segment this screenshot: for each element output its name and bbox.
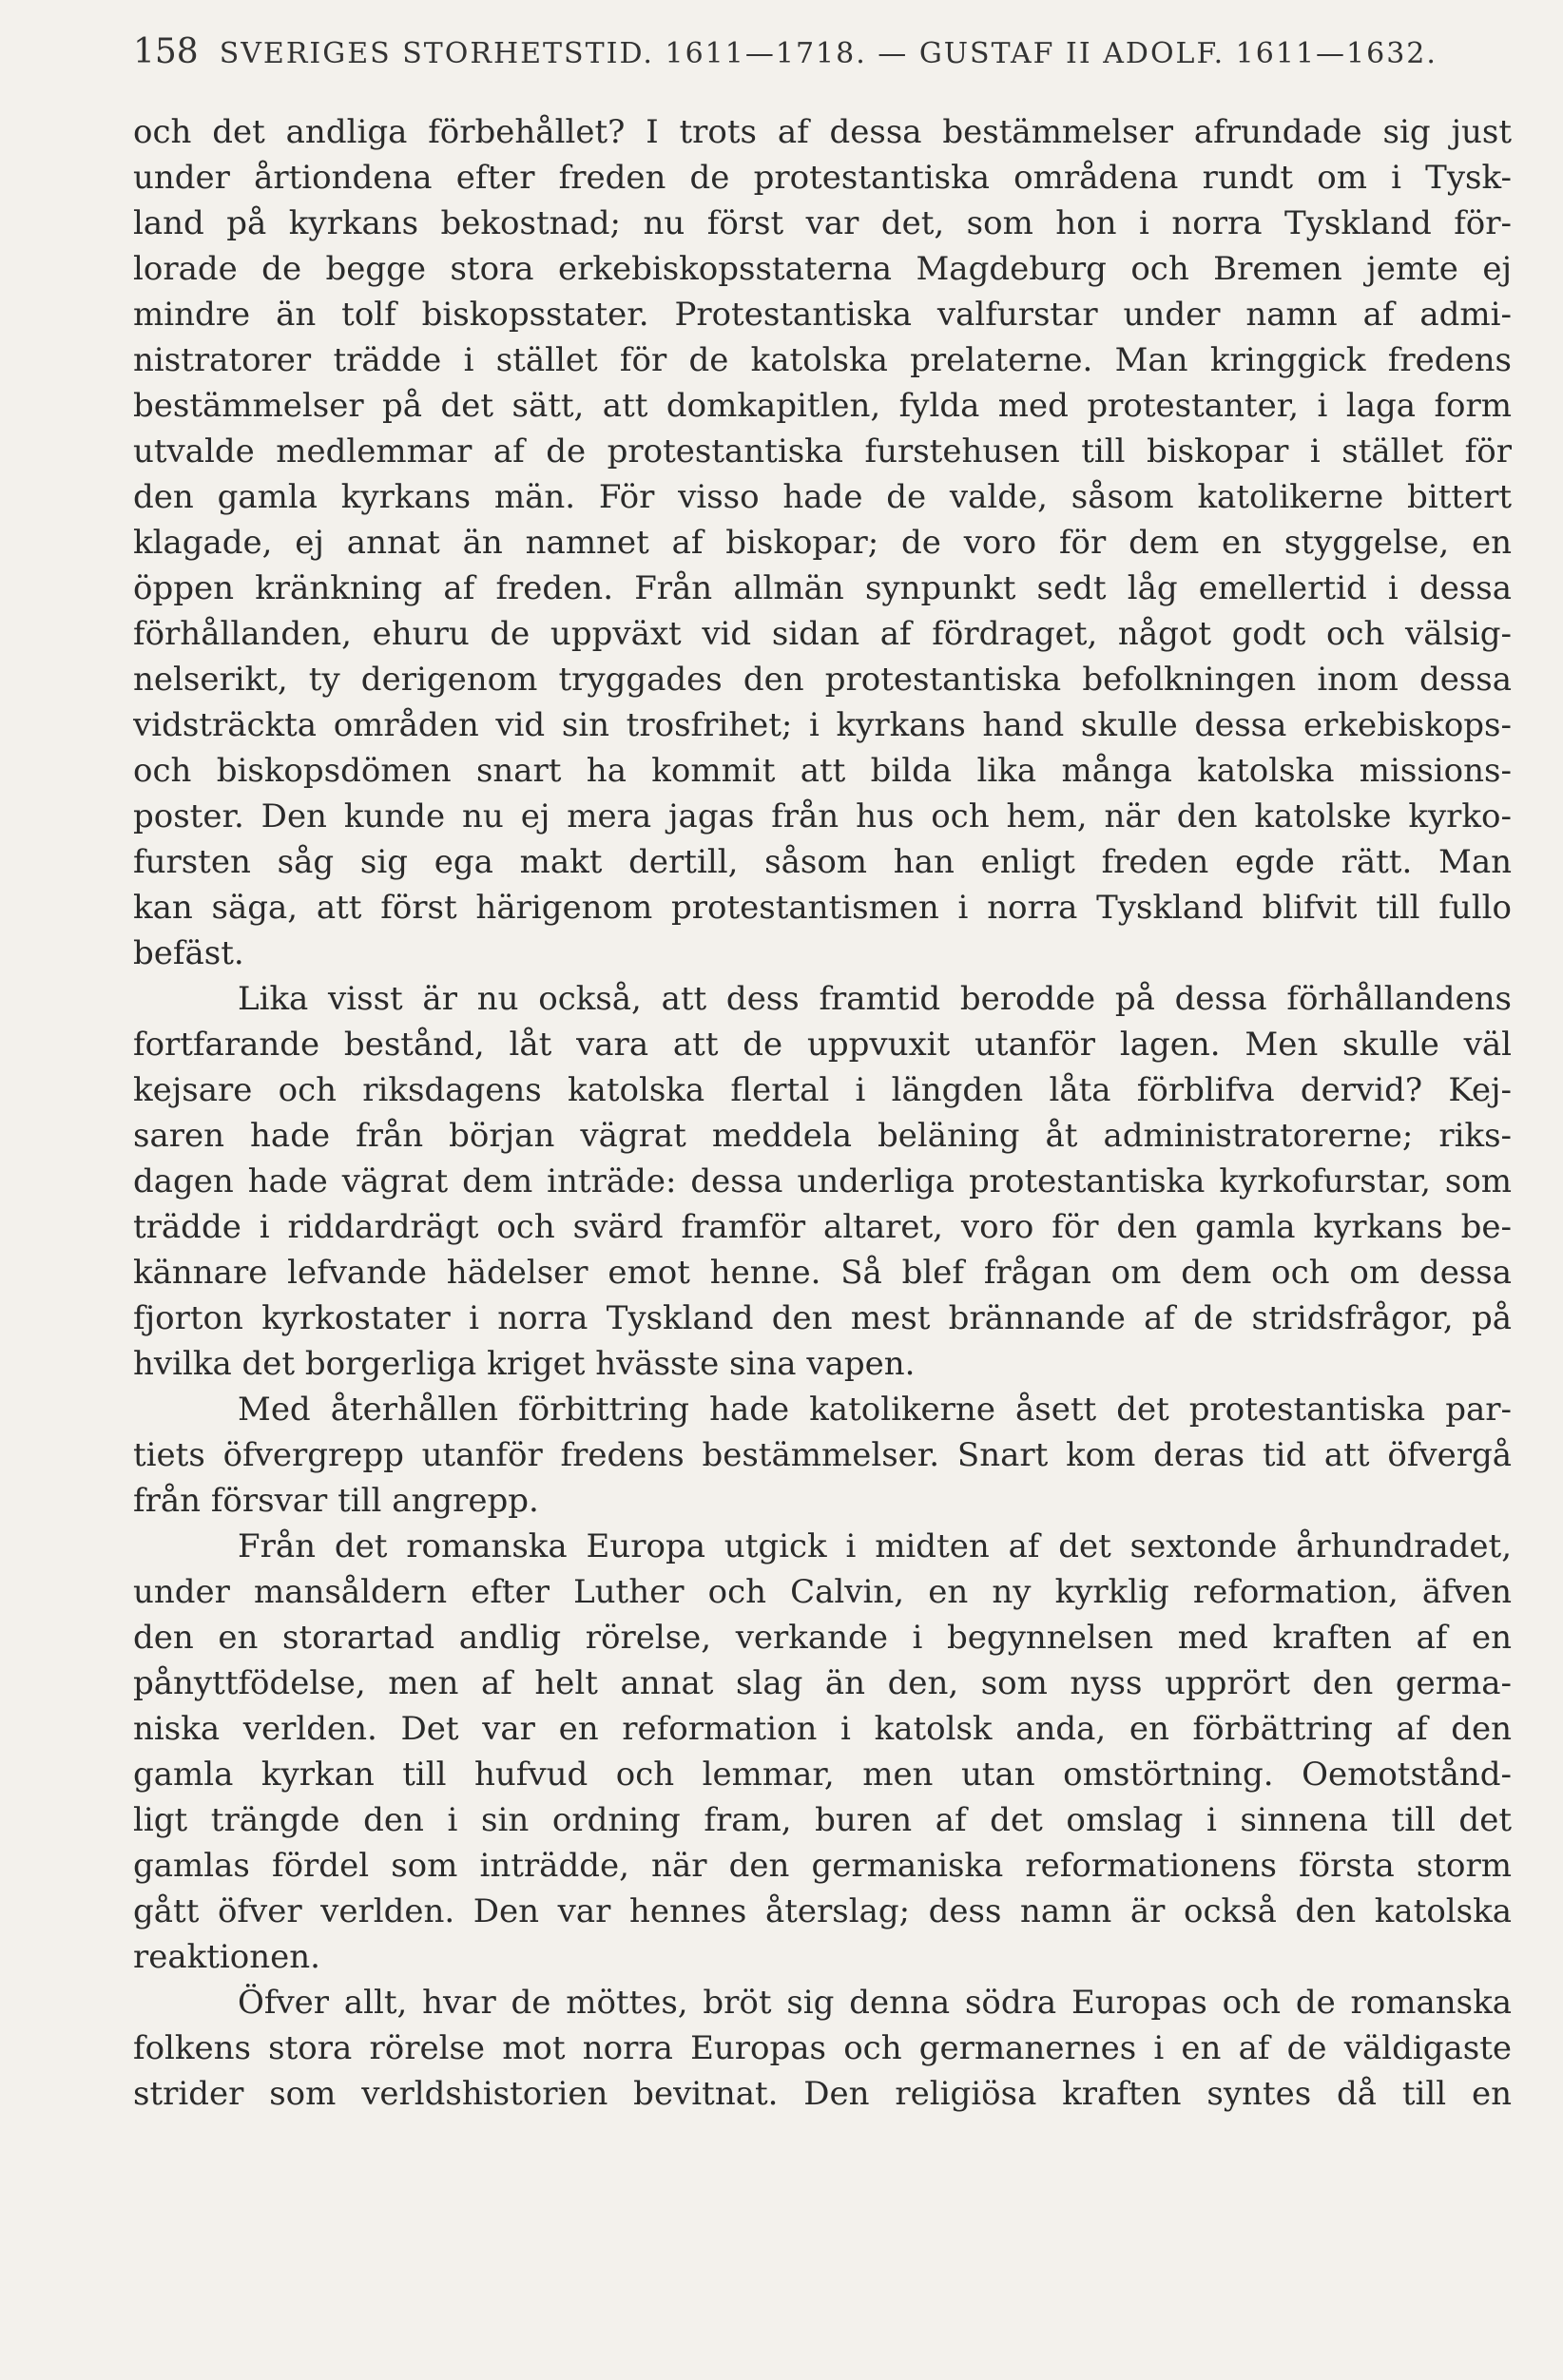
- text-line: folkens stora rörelse mot norra Europas och germanernes i en af de väldigaste: [133, 2029, 1512, 2067]
- text-line: saren hade från början vägrat meddela beläning åt administratorerne; riks-: [133, 1117, 1512, 1155]
- page-number: 158: [133, 32, 199, 71]
- text-line: och biskopsdömen snart ha kommit att bilda lika många katolska missions-: [133, 752, 1512, 790]
- text-line: kännare lefvande hädelser emot henne. Så blef frågan om dem och om dessa: [133, 1254, 1512, 1292]
- text-line: från försvar till angrepp.: [133, 1482, 539, 1520]
- text-line: bestämmelser på det sätt, att domkapitlen, fylda med protestanter, i laga form: [133, 387, 1512, 425]
- text-line: utvalde medlemmar af de protestantiska furstehusen till biskopar i stället för: [133, 432, 1512, 470]
- text-line: under mansåldern efter Luther och Calvin, en ny kyrklig reformation, äfven: [133, 1573, 1512, 1611]
- text-line: öppen kränkning af freden. Från allmän synpunkt sedt låg emellertid i dessa: [133, 569, 1512, 607]
- text-line: ligt trängde den i sin ordning fram, buren af det omslag i sinnena till det: [133, 1801, 1512, 1839]
- text-line: fjorton kyrkostater i norra Tyskland den mest brännande af de stridsfrågor, på: [133, 1299, 1512, 1337]
- text-line: Med återhållen förbittring hade katolikerne åsett det protestantiska par-: [238, 1391, 1512, 1429]
- text-line: fortfarande bestånd, låt vara att de uppvuxit utanför lagen. Men skulle väl: [133, 1026, 1512, 1064]
- text-line: strider som verldshistorien bevitnat. Den religiösa kraften syntes då till en: [133, 2075, 1512, 2113]
- text-line: mindre än tolf biskopsstater. Protestantiska valfurstar under namn af admi-: [133, 296, 1512, 334]
- running-title: SVERIGES STORHETSTID. 1611—1718. — GUSTAF II ADOLF. 1611—1632.: [219, 37, 1438, 70]
- text-line: hvilka det borgerliga kriget hvässte sina vapen.: [133, 1345, 916, 1383]
- text-line: dagen hade vägrat dem inträde: dessa underliga protestantiska kyrkofurstar, som: [133, 1162, 1512, 1200]
- text-line: lorade de begge stora erkebiskopsstaterna Magdeburg och Bremen jemte ej: [133, 250, 1512, 288]
- text-line: den gamla kyrkans män. För visso hade de valde, såsom katolikerne bittert: [133, 478, 1512, 516]
- text-line: gamlas fördel som inträdde, när den germaniska reformationens första storm: [133, 1847, 1512, 1885]
- text-line: tiets öfvergrepp utanför fredens bestämmelser. Snart kom deras tid att öfvergå: [133, 1436, 1512, 1474]
- text-line: kejsare och riksdagens katolska flertal i längden låta förblifva dervid? Kej-: [133, 1071, 1512, 1109]
- text-line: reaktionen.: [133, 1938, 320, 1976]
- text-line: niska verlden. Det var en reformation i katolsk anda, en förbättring af den: [133, 1710, 1512, 1748]
- text-line: nelserikt, ty derigenom tryggades den protestantiska befolkningen inom dessa: [133, 661, 1512, 699]
- text-line: Öfver allt, hvar de möttes, bröt sig denna södra Europas och de romanska: [238, 1984, 1512, 2022]
- text-line: och det andliga förbehållet? I trots af dessa bestämmelser afrundade sig just: [133, 113, 1512, 151]
- running-head: [133, 32, 1512, 71]
- text-line: Lika visst är nu också, att dess framtid berodde på dessa förhållandens: [238, 980, 1512, 1018]
- text-line: den en storartad andlig rörelse, verkande i begynnelsen med kraften af en: [133, 1619, 1512, 1657]
- book-page: [133, 0, 1512, 2380]
- text-line: kan säga, att först härigenom protestantismen i norra Tyskland blifvit till fullo: [133, 889, 1512, 927]
- text-line: klagade, ej annat än namnet af biskopar; de voro för dem en styggelse, en: [133, 524, 1512, 562]
- text-line: fursten såg sig ega makt dertill, såsom han enligt freden egde rätt. Man: [133, 843, 1512, 881]
- text-line: gamla kyrkan till hufvud och lemmar, men utan omstörtning. Oemotstånd-: [133, 1756, 1512, 1794]
- text-line: nistratorer trädde i stället för de katolska prelaterne. Man kringgick fredens: [133, 341, 1512, 379]
- text-line: gått öfver verlden. Den var hennes återslag; dess namn är också den katolska: [133, 1892, 1512, 1930]
- text-line: vidsträckta områden vid sin trosfrihet; i kyrkans hand skulle dessa erkebiskops-: [133, 706, 1512, 744]
- text-line: under årtiondena efter freden de protestantiska områdena rundt om i Tysk-: [133, 159, 1512, 197]
- text-line: land på kyrkans bekostnad; nu först var det, som hon i norra Tyskland för-: [133, 204, 1512, 242]
- text-line: poster. Den kunde nu ej mera jagas från hus och hem, när den katolske kyrko-: [133, 797, 1512, 835]
- text-line: Från det romanska Europa utgick i midten af det sextonde århundradet,: [238, 1527, 1512, 1565]
- text-line: förhållanden, ehuru de uppväxt vid sidan af fördraget, något godt och välsig-: [133, 615, 1512, 653]
- text-line: befäst.: [133, 934, 244, 972]
- text-line: pånyttfödelse, men af helt annat slag än den, som nyss upprört den germa-: [133, 1664, 1512, 1702]
- body-text: [133, 109, 1512, 2117]
- text-line: trädde i riddardrägt och svärd framför altaret, voro för den gamla kyrkans be-: [133, 1208, 1512, 1246]
